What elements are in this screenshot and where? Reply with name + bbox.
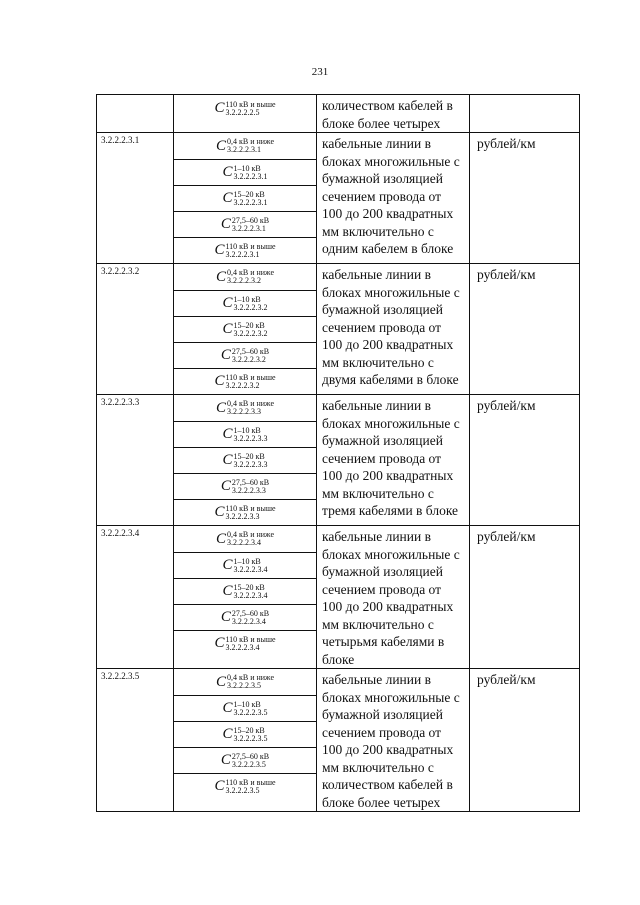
description-cell xyxy=(317,95,470,133)
formula-subscript: 3.2.2.2.3.1 xyxy=(231,223,266,233)
formula-subcell xyxy=(174,695,316,721)
formula-subscript: 3.2.2.2.3.2 xyxy=(233,328,268,338)
description-line: количеством кабелей в xyxy=(322,98,453,113)
formula xyxy=(221,610,269,626)
formula xyxy=(214,779,275,795)
row-code: 3.2.2.2.3.1 xyxy=(101,135,140,145)
formula-superscript: 27,5–60 кВ xyxy=(231,215,270,225)
description xyxy=(317,264,469,389)
formula-subcell xyxy=(174,669,316,695)
formula xyxy=(214,374,275,390)
description-line: 100 до 200 квадратных xyxy=(322,206,454,221)
code-cell xyxy=(97,264,174,395)
formula-subcell xyxy=(174,159,316,185)
description-line: бумажной изоляцией xyxy=(322,171,443,186)
formula-letter: C xyxy=(220,752,231,768)
description xyxy=(317,526,469,668)
description xyxy=(317,395,469,520)
formula xyxy=(221,479,269,495)
formula-superscript: 15–20 кВ xyxy=(233,189,265,199)
formula-subscript: 3.2.2.2.3.1 xyxy=(233,171,268,181)
unit-label: рублей/км xyxy=(477,267,536,282)
code-cell xyxy=(97,395,174,526)
formula-subcell xyxy=(174,578,316,604)
formula-letter: C xyxy=(220,609,231,625)
description-line: кабельные линии в xyxy=(322,398,431,413)
formula-superscript: 15–20 кВ xyxy=(233,451,265,461)
formula-superscript: 27,5–60 кВ xyxy=(231,477,270,487)
formula-subscript: 3.2.2.2.3.4 xyxy=(233,564,268,574)
description-line: количеством кабелей в xyxy=(322,777,453,792)
formula-superscript: 0,4 кВ и ниже xyxy=(226,673,275,682)
formula-superscript: 110 кВ и выше xyxy=(225,241,276,251)
formula-letter: C xyxy=(214,100,225,116)
formula xyxy=(221,753,269,769)
row-code: 3.2.2.2.3.4 xyxy=(101,528,140,538)
description-line: одним кабелем в блоке xyxy=(322,241,454,256)
formula xyxy=(222,558,267,574)
formula-subcell xyxy=(174,473,316,499)
description-line: кабельные линии в xyxy=(322,267,431,282)
formula xyxy=(222,584,267,600)
formula-superscript: 27,5–60 кВ xyxy=(231,608,270,618)
description-line: тремя кабелями в блоке xyxy=(322,503,459,518)
formula-letter: C xyxy=(222,726,233,742)
formula-letter: C xyxy=(215,530,226,547)
description-line: сечением провода от xyxy=(322,319,442,335)
formula-superscript: 0,4 кВ и ниже xyxy=(226,137,275,146)
tariff-table xyxy=(96,94,580,812)
unit-label: рублей/км xyxy=(477,529,536,544)
formula-subcell xyxy=(174,499,316,525)
formula xyxy=(222,165,267,181)
formula-subcell xyxy=(174,630,316,656)
formula-letter: C xyxy=(222,164,233,180)
description-line: сечением провода от xyxy=(322,188,442,204)
description-line: бумажной изоляцией xyxy=(322,707,443,722)
table-row-continuation xyxy=(97,95,580,133)
formula-subcell xyxy=(174,747,316,773)
unit-cell xyxy=(470,395,580,526)
description-line: кабельные линии в xyxy=(322,672,431,687)
formula-subcell xyxy=(174,237,316,263)
formula-letter: C xyxy=(214,778,225,794)
description-line: бумажной изоляцией xyxy=(322,302,443,317)
formula-cell xyxy=(174,526,317,669)
formula-subscript: 3.2.2.2.3.2 xyxy=(225,380,260,390)
unit-cell xyxy=(470,133,580,264)
formula-superscript: 1–10 кВ xyxy=(233,556,261,566)
formula-subscript: 3.2.2.2.3.5 xyxy=(226,681,261,690)
description-line: блоках многожильные с xyxy=(322,284,460,300)
formula xyxy=(216,138,274,154)
formula-subcell xyxy=(174,395,316,421)
formula-letter: C xyxy=(222,295,233,311)
formula-subcell xyxy=(174,368,316,394)
description-cell xyxy=(317,669,470,812)
description-line: четырьмя кабелями в xyxy=(322,634,445,649)
formula xyxy=(216,531,274,547)
formula xyxy=(222,453,267,469)
table-row xyxy=(97,395,580,526)
formula-superscript: 27,5–60 кВ xyxy=(231,346,270,356)
formula-letter: C xyxy=(215,399,226,416)
unit-cell xyxy=(470,526,580,669)
formula-superscript: 1–10 кВ xyxy=(233,425,261,435)
code-cell xyxy=(97,669,174,812)
formula-subscript: 3.2.2.2.3.3 xyxy=(226,407,261,416)
formula xyxy=(216,269,274,285)
table-row xyxy=(97,264,580,395)
description-line: блоках многожильные с xyxy=(322,153,460,169)
formula xyxy=(222,727,267,743)
formula-subscript: 3.2.2.2.3.2 xyxy=(233,302,268,312)
unit-cell xyxy=(470,264,580,395)
table-row xyxy=(97,669,580,812)
description xyxy=(317,95,469,132)
description-line: блоках многожильные с xyxy=(322,689,460,705)
description-line: сечением провода от xyxy=(322,724,442,740)
description-line: мм включительно с xyxy=(322,485,434,501)
formula-superscript: 27,5–60 кВ xyxy=(231,751,270,761)
formula-superscript: 15–20 кВ xyxy=(233,725,265,735)
row-code: 3.2.2.2.3.2 xyxy=(101,266,140,276)
description-line: бумажной изоляцией xyxy=(322,433,443,448)
formula-subcell xyxy=(174,721,316,747)
description-line: 100 до 200 квадратных xyxy=(322,337,454,352)
formula xyxy=(216,674,274,690)
description-line: мм включительно с xyxy=(322,616,434,632)
description-line: кабельные линии в xyxy=(322,529,431,544)
formula-cell xyxy=(174,264,317,395)
formula xyxy=(222,701,267,717)
formula-letter: C xyxy=(215,673,226,690)
formula-subcell xyxy=(174,773,316,799)
formula-subscript: 3.2.2.2.3.3 xyxy=(233,459,268,469)
formula-subscript: 3.2.2.2.3.3 xyxy=(225,511,260,521)
formula-letter: C xyxy=(220,478,231,494)
formula xyxy=(222,296,267,312)
table-row xyxy=(97,133,580,264)
formula-subscript: 3.2.2.2.3.5 xyxy=(225,785,260,795)
formula-subscript: 3.2.2.2.3.4 xyxy=(226,538,261,547)
formula-letter: C xyxy=(214,242,225,258)
formula-letter: C xyxy=(222,583,233,599)
formula-superscript: 15–20 кВ xyxy=(233,582,265,592)
formula-superscript: 110 кВ и выше xyxy=(225,99,276,109)
formula xyxy=(222,191,267,207)
formula-letter: C xyxy=(222,321,233,337)
description-line: мм включительно с xyxy=(322,223,434,239)
formula-letter: C xyxy=(220,347,231,363)
formula-letter: C xyxy=(222,190,233,206)
formula-letter: C xyxy=(214,373,225,389)
formula-subcell xyxy=(174,185,316,211)
formula xyxy=(221,217,269,233)
formula xyxy=(214,101,275,117)
formula-superscript: 110 кВ и выше xyxy=(225,777,276,787)
formula-cell xyxy=(174,395,317,526)
formula-superscript: 1–10 кВ xyxy=(233,699,261,709)
unit-label: рублей/км xyxy=(477,398,536,413)
description-cell xyxy=(317,133,470,264)
code-cell xyxy=(97,133,174,264)
formula-subscript: 3.2.2.2.3.3 xyxy=(231,485,266,495)
formula-letter: C xyxy=(222,426,233,442)
description-line: блоках многожильные с xyxy=(322,415,460,431)
formula-subscript: 3.2.2.2.3.5 xyxy=(233,733,268,743)
formula-letter: C xyxy=(222,452,233,468)
unit-cell xyxy=(470,95,580,133)
formula-subcell xyxy=(174,133,316,159)
formula-letter: C xyxy=(215,137,226,154)
formula xyxy=(222,427,267,443)
description-line: 100 до 200 квадратных xyxy=(322,742,454,757)
unit-label: рублей/км xyxy=(477,672,536,687)
unit-cell xyxy=(470,669,580,812)
formula-subscript: 3.2.2.2.2.5 xyxy=(225,107,260,117)
formula-letter: C xyxy=(214,504,225,520)
formula-subcell xyxy=(174,316,316,342)
formula-subscript: 3.2.2.2.3.4 xyxy=(231,616,266,626)
formula-subcell xyxy=(174,604,316,630)
formula-subcell xyxy=(174,552,316,578)
formula-subscript: 3.2.2.2.3.5 xyxy=(231,759,266,769)
description-cell xyxy=(317,264,470,395)
formula-subscript: 3.2.2.2.3.1 xyxy=(226,145,261,154)
formula-superscript: 0,4 кВ и ниже xyxy=(226,530,275,539)
formula xyxy=(214,636,275,652)
description-line: сечением провода от xyxy=(322,581,442,597)
row-code: 3.2.2.2.3.5 xyxy=(101,671,140,681)
description-line: блоке более четырех xyxy=(322,115,441,131)
formula-subcell xyxy=(174,290,316,316)
code-cell xyxy=(97,95,174,133)
formula-subscript: 3.2.2.2.3.2 xyxy=(231,354,266,364)
formula-superscript: 1–10 кВ xyxy=(233,163,261,173)
description-line: блоках многожильные с xyxy=(322,546,460,562)
formula-letter: C xyxy=(214,635,225,651)
table-row xyxy=(97,526,580,669)
formula-superscript: 110 кВ и выше xyxy=(225,503,276,513)
formula-letter: C xyxy=(220,216,231,232)
formula-subscript: 3.2.2.2.3.1 xyxy=(225,249,260,259)
code-cell xyxy=(97,526,174,669)
description-cell xyxy=(317,526,470,669)
formula-cell xyxy=(174,133,317,264)
description-line: мм включительно с xyxy=(322,759,434,775)
description-line: блоке xyxy=(322,651,355,667)
formula-cell xyxy=(174,95,317,133)
formula-subcell xyxy=(174,95,316,122)
formula-subcell xyxy=(174,211,316,237)
formula-superscript: 110 кВ и выше xyxy=(225,372,276,382)
formula xyxy=(222,322,267,338)
description xyxy=(317,133,469,258)
formula xyxy=(216,400,274,416)
page-number: 231 xyxy=(311,66,329,78)
formula-superscript: 0,4 кВ и ниже xyxy=(226,268,275,277)
formula-subscript: 3.2.2.2.3.2 xyxy=(226,276,261,285)
formula-subcell xyxy=(174,447,316,473)
formula-superscript: 1–10 кВ xyxy=(233,294,261,304)
formula xyxy=(214,243,275,259)
unit-label: рублей/км xyxy=(477,136,536,151)
formula-letter: C xyxy=(215,268,226,285)
description-line: 100 до 200 квадратных xyxy=(322,468,454,483)
formula-subcell xyxy=(174,526,316,552)
formula-superscript: 15–20 кВ xyxy=(233,320,265,330)
description-line: двумя кабелями в блоке xyxy=(322,372,459,387)
description-line: блоке более четырех xyxy=(322,794,441,810)
row-code: 3.2.2.2.3.3 xyxy=(101,397,140,407)
formula xyxy=(214,505,275,521)
description-line: кабельные линии в xyxy=(322,136,431,151)
formula-subscript: 3.2.2.2.3.3 xyxy=(233,433,268,443)
description xyxy=(317,669,469,811)
description-line: мм включительно с xyxy=(322,354,434,370)
formula-letter: C xyxy=(222,700,233,716)
description-line: бумажной изоляцией xyxy=(322,564,443,579)
formula-subcell xyxy=(174,342,316,368)
formula-subscript: 3.2.2.2.3.5 xyxy=(233,707,268,717)
formula-subcell xyxy=(174,264,316,290)
formula xyxy=(221,348,269,364)
formula-subscript: 3.2.2.2.3.4 xyxy=(233,590,268,600)
formula-superscript: 110 кВ и выше xyxy=(225,634,276,644)
description-line: сечением провода от xyxy=(322,450,442,466)
formula-superscript: 0,4 кВ и ниже xyxy=(226,399,275,408)
description-line: 100 до 200 квадратных xyxy=(322,599,454,614)
formula-letter: C xyxy=(222,557,233,573)
formula-subscript: 3.2.2.2.3.4 xyxy=(225,642,260,652)
formula-subcell xyxy=(174,421,316,447)
formula-cell xyxy=(174,669,317,812)
description-cell xyxy=(317,395,470,526)
formula-subscript: 3.2.2.2.3.1 xyxy=(233,197,268,207)
